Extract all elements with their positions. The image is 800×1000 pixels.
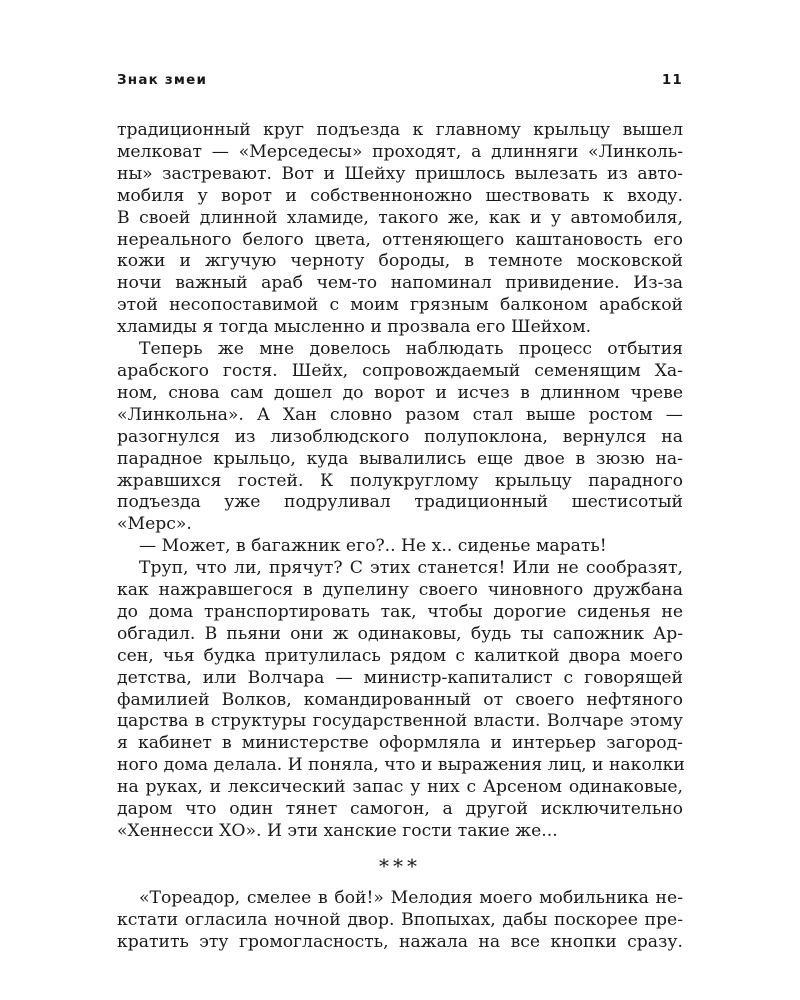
text-line: «Тореадор, смелее в бой!» Мелодия моего мобильника не- xyxy=(139,887,683,908)
text-line: мобиля у ворот и собственноножно шествовать к входу. xyxy=(117,185,683,206)
text-line: на руках, и лексический запас у них с Арсеном одинаковые, xyxy=(117,777,683,798)
text-block-1 xyxy=(117,120,683,843)
text-line: этой несопоставимой с моим грязным балконом арабской xyxy=(117,295,683,316)
text-line: В своей длинной хламиде, такого же, как и у автомобиля, xyxy=(117,207,683,228)
text-line: традиционный круг подъезда к главному крыльцу вышел xyxy=(117,120,683,140)
text-line: кратить эту громогласность, нажала на все кнопки сразу. xyxy=(117,931,683,952)
text-line: мелковат — «Мерседесы» проходят, а длинняги «Линколь- xyxy=(117,141,683,162)
text-line: кожи и жгучую черноту бороды, в темноте московской xyxy=(117,251,683,272)
text-line: сен, чья будка притулилась рядом с калиткой двора моего xyxy=(117,645,683,666)
text-line: Теперь же мне довелось наблюдать процесс отбытия xyxy=(139,339,683,360)
text-line: даром что один тянет самогон, а другой исключительно xyxy=(117,799,683,820)
text-line: «Мерс». xyxy=(117,514,192,535)
text-line: детства, или Волчара — министр-капиталист с говорящей xyxy=(117,667,683,688)
text-line: подъезда уже подруливал традиционный шестисотый xyxy=(117,492,683,513)
text-line: обгадил. В пьяни они ж одинаковы, будь ты сапожник Ар- xyxy=(117,623,683,644)
text-line: ного дома делала. И поняла, что и выражения лиц, и наколки xyxy=(117,755,685,776)
section-separator: *** xyxy=(379,853,421,878)
running-title: Знак змеи xyxy=(117,72,208,88)
text-line: как нажравшегося в дупелину своего чиновного дружбана xyxy=(117,580,683,601)
running-head xyxy=(117,72,683,94)
text-line: жравшихся гостей. К полукруглому крыльцу парадного xyxy=(117,470,683,491)
text-line: Труп, что ли, прячут? С этих станется! Или не сообразят, xyxy=(139,558,683,579)
text-line: — Может, в багажник его?.. Не х.. сиденье марать! xyxy=(139,536,607,557)
text-line: фамилией Волков, командированный от своего нефтяного xyxy=(117,689,683,710)
text-line: хламиды я тогда мысленно и прозвала его Шейхом. xyxy=(117,317,592,338)
text-line: нереального белого цвета, оттеняющего каштановость его xyxy=(117,229,683,250)
text-line: ны» застревают. Вот и Шейху пришлось вылезать из авто- xyxy=(117,163,683,184)
text-line: до дома транспортировать так, чтобы дорогие сиденья не xyxy=(117,601,683,622)
text-line: ночи важный араб чем-то напоминал привидение. Из-за xyxy=(117,273,683,294)
text-line: парадное крыльцо, куда вывалились еще двое в зюзю на- xyxy=(117,448,683,469)
text-line: я кабинет в министерстве оформляла и интерьер загород- xyxy=(117,733,683,754)
body-text xyxy=(117,120,683,954)
text-line: кстати огласила ночной двор. Впопыхах, дабы поскорее пре- xyxy=(117,909,683,930)
text-line: разогнулся из лизоблюдского полупоклона, вернулся на xyxy=(117,426,683,447)
text-line: царства в структуры государственной власти. Волчаре этому xyxy=(117,711,683,732)
text-line: арабского гостя. Шейх, сопровождаемый семенящим Ха- xyxy=(117,360,683,381)
text-line: «Хеннесси ХО». И эти ханские гости такие же... xyxy=(117,821,558,841)
page-number: 11 xyxy=(661,72,683,88)
book-page xyxy=(117,72,683,954)
text-block-2 xyxy=(117,888,683,954)
text-line: ном, снова сам дошел до ворот и исчез в длинном чреве xyxy=(117,382,683,403)
text-line: «Линкольна». А Хан словно разом стал выше ростом — xyxy=(117,404,683,425)
